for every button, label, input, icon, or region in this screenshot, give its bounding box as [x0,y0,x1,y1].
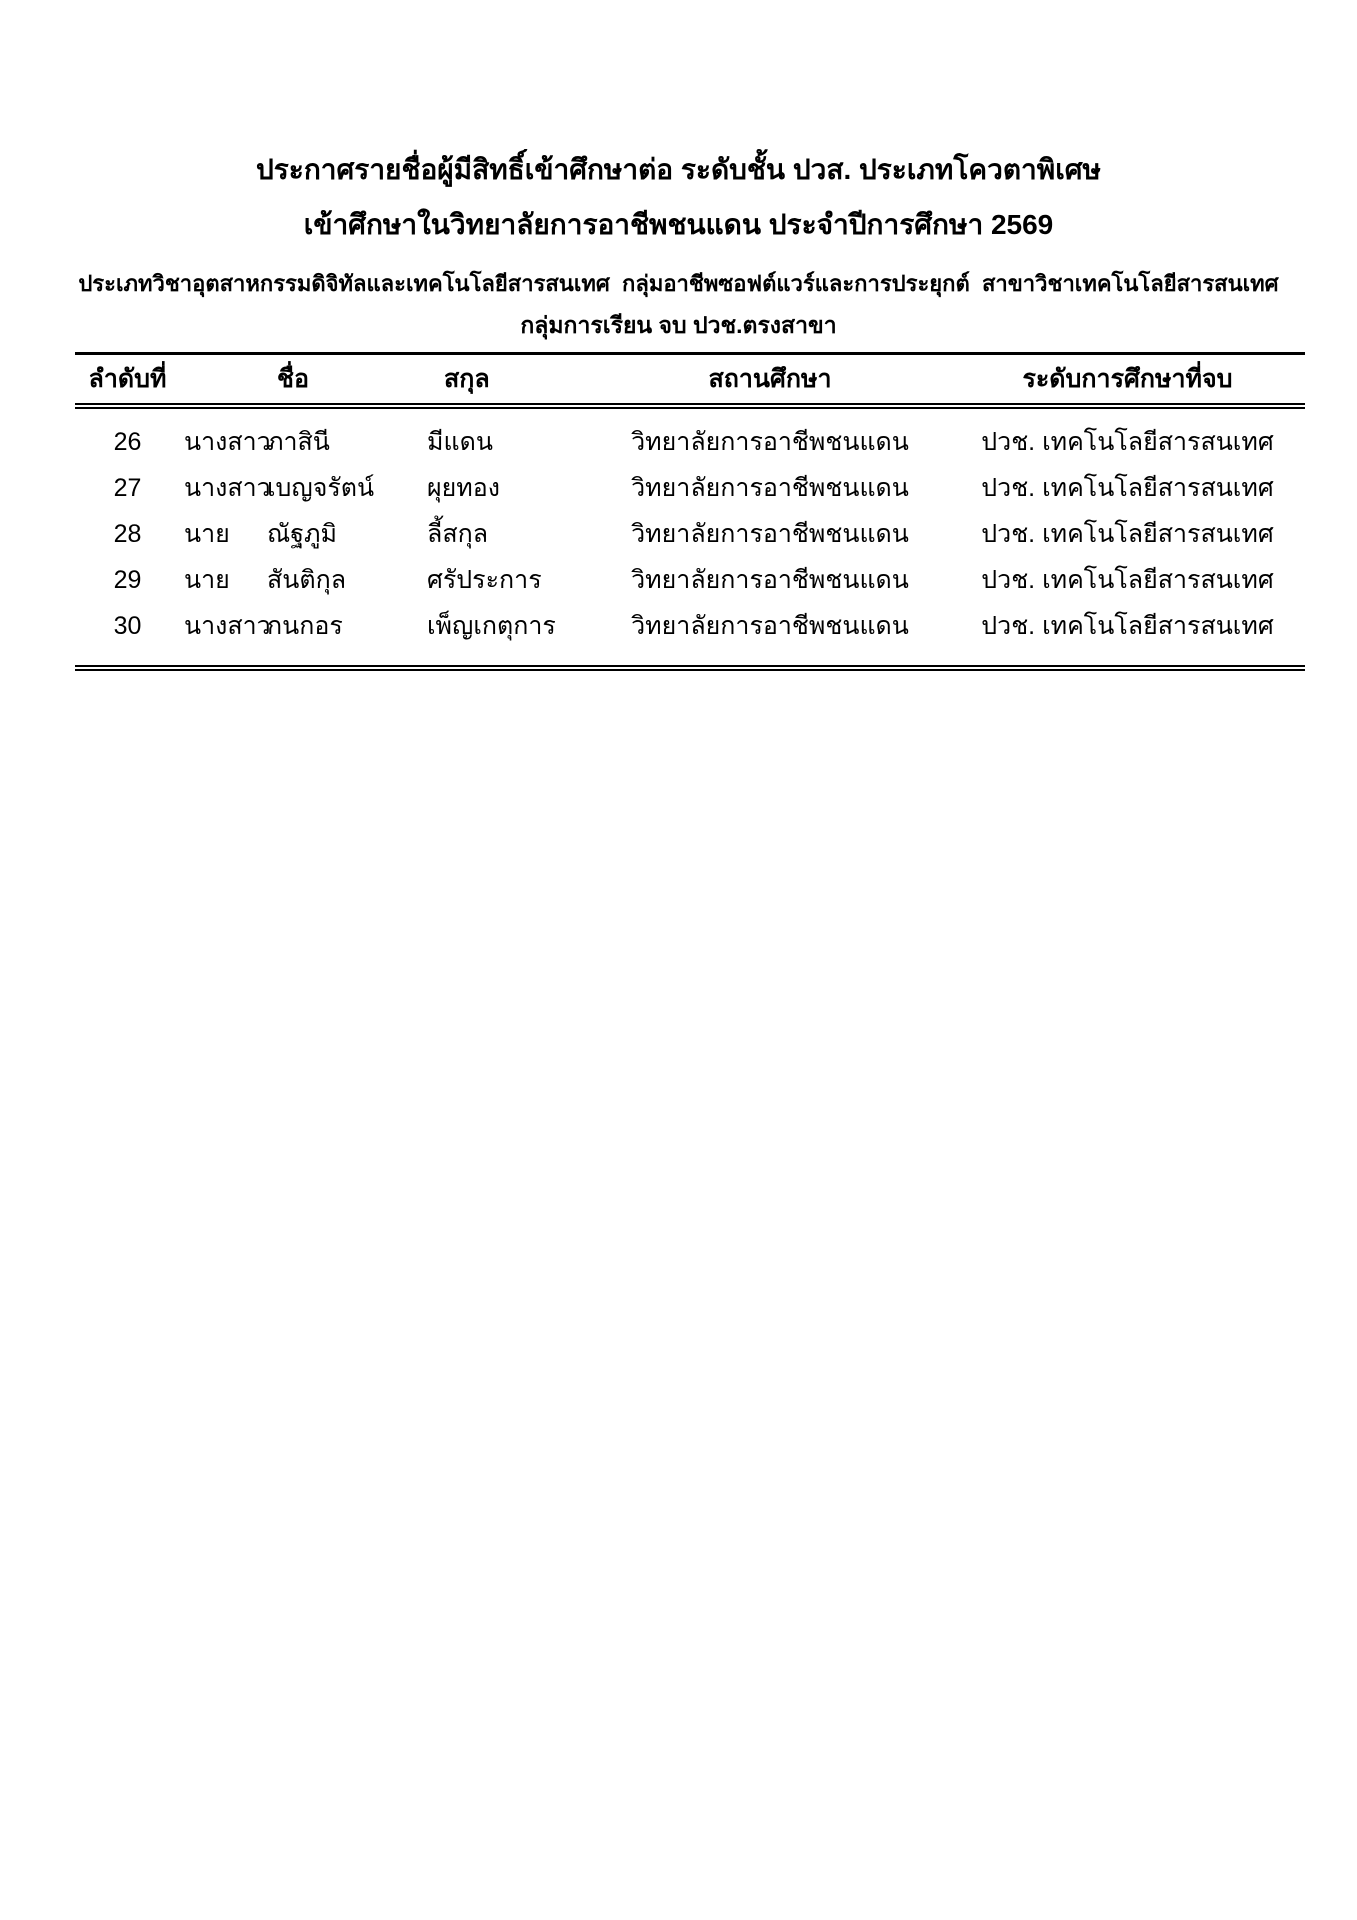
row-number: 27 [113,473,142,502]
table-row [75,465,1305,511]
table-row [75,511,1305,557]
row-education-level: ปวช. เทคโนโลยีสารสนเทศ [981,520,1274,548]
header-row-number: ลำดับที่ [88,365,167,393]
row-last-name: มีแดน [427,428,493,456]
document-title-line2: เข้าศึกษาในวิทยาลัยการอาชีพชนแดน ประจำปีการศึกษา 2569 [303,209,1054,240]
study-group-line: กลุ่มการเรียน จบ ปวช.ตรงสาขา [520,312,837,338]
header-first-name: ชื่อ [277,365,309,393]
document-title-line1: ประกาศรายชื่อผู้มีสิทธิ์เข้าศึกษาต่อ ระดับชั้น ปวส. ประเภทโควตาพิเศษ [255,154,1101,185]
row-school: วิทยาลัยการอาชีพชนแดน [631,520,909,548]
row-first-name: เบญจรัตน์ [267,474,375,502]
table-header-row [75,355,1305,409]
row-number: 28 [113,519,142,548]
row-education-level: ปวช. เทคโนโลยีสารสนเทศ [981,428,1274,456]
table-row [75,603,1305,649]
row-title-prefix: นาย [184,520,230,548]
header-school: สถานศึกษา [708,365,832,393]
header-education-level: ระดับการศึกษาที่จบ [1022,365,1233,393]
row-first-name: ณัฐภูมิ [267,520,337,548]
row-school: วิทยาลัยการอาชีพชนแดน [631,474,909,502]
row-number: 26 [113,427,142,456]
row-last-name: ลี้สกุล [427,520,489,548]
students-table [75,352,1305,671]
row-title-prefix: นางสาว [184,612,271,640]
row-first-name: สันติกุล [267,566,347,594]
table-row [75,419,1305,465]
program-description-line: ประเภทวิชาอุตสาหกรรมดิจิทัลและเทคโนโลยีสารสนเทศ กลุ่มอาชีพซอฟต์แวร์และการประยุกต์ สาขาวิชาเทคโนโลยีสารสนเทศ [78,271,1279,296]
row-title-prefix: นางสาว [184,474,271,502]
row-title-prefix: นาย [184,566,230,594]
row-first-name: กนกอร [267,612,343,640]
row-education-level: ปวช. เทคโนโลยีสารสนเทศ [981,474,1274,502]
header-last-name: สกุล [444,365,490,393]
row-education-level: ปวช. เทคโนโลยีสารสนเทศ [981,566,1274,594]
table-row [75,557,1305,603]
row-school: วิทยาลัยการอาชีพชนแดน [631,566,909,594]
row-education-level: ปวช. เทคโนโลยีสารสนเทศ [981,612,1274,640]
row-last-name: ผุยทอง [427,474,500,502]
row-number: 29 [113,565,142,594]
row-last-name: ศรัประการ [427,566,542,594]
row-number: 30 [113,611,142,640]
row-first-name: ภาสินี [267,428,330,456]
row-school: วิทยาลัยการอาชีพชนแดน [631,612,909,640]
table-body [75,409,1305,665]
row-school: วิทยาลัยการอาชีพชนแดน [631,428,909,456]
row-last-name: เพ็ญเกตุการ [427,612,556,640]
row-title-prefix: นางสาว [184,428,271,456]
